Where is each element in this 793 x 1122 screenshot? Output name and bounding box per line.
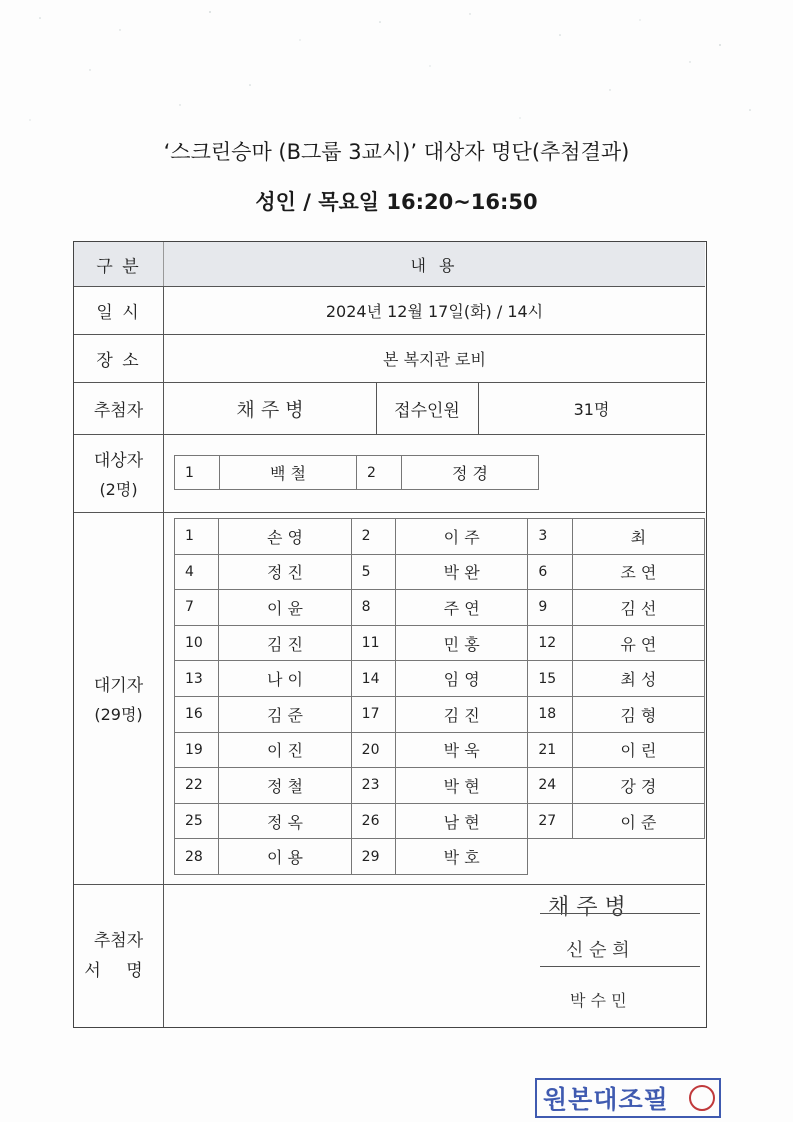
certified-copy-stamp [535, 1078, 721, 1118]
signature-label-1: 추첨자 [93, 930, 144, 951]
waitlist-name: 이 린 [572, 732, 704, 768]
waitlist-name: 임 영 [396, 661, 528, 697]
signature-line-1 [540, 913, 700, 914]
seal-icon [689, 1085, 715, 1111]
waitlist-name: 이 윤 [219, 590, 351, 626]
waitlist-name: 박 완 [396, 554, 528, 590]
waitlist-name: 김 선 [572, 590, 704, 626]
waitlist-name: 박 욱 [396, 732, 528, 768]
header-label: 구 분 [74, 242, 164, 286]
waitlist-table-row [175, 732, 705, 768]
selected-no-1: 1 [175, 456, 220, 490]
waitlist-no: 17 [351, 696, 395, 732]
waitlist-name: 이 준 [572, 803, 704, 839]
waitlist-table-row [175, 661, 705, 697]
waitlist-no: 9 [528, 590, 572, 626]
drawer-label: 추첨자 [74, 382, 164, 434]
selected-count: (2명) [99, 480, 138, 499]
waitlist-no: 5 [351, 554, 395, 590]
waitlist-no: 29 [351, 839, 395, 875]
waitlist-name: 이 진 [219, 732, 351, 768]
applicants-value: 31명 [573, 399, 610, 419]
waitlist-label: 대기자 [93, 676, 144, 696]
waitlist-name: 나 이 [219, 661, 351, 697]
waitlist-no: 2 [351, 519, 395, 555]
waitlist-no: 23 [351, 768, 395, 804]
waitlist-table-row [175, 519, 705, 555]
waitlist-no: 7 [175, 590, 219, 626]
waitlist-no: 12 [528, 625, 572, 661]
selected-table [174, 455, 539, 490]
selected-name-1: 백 철 [220, 456, 357, 490]
waitlist-name: 박 현 [396, 768, 528, 804]
waitlist-table-row [175, 839, 705, 875]
waitlist-no: 20 [351, 732, 395, 768]
drawer-name: 채 주 병 [236, 398, 304, 421]
document-title: ‘스크린승마 (B그룹 3교시)’ 대상자 명단(추첨결과) [163, 140, 630, 164]
signature-2: 신 순 희 [566, 940, 630, 961]
waitlist-table [174, 518, 705, 875]
waitlist-name: 유 연 [572, 625, 704, 661]
waitlist-no: 14 [351, 661, 395, 697]
waitlist-no: 16 [175, 696, 219, 732]
datetime-row [74, 286, 705, 335]
waitlist-table-row [175, 554, 705, 590]
waitlist-count: (29명) [94, 705, 143, 724]
waitlist-name: 이 주 [396, 519, 528, 555]
waitlist-no: 27 [528, 803, 572, 839]
waitlist-no: 1 [175, 519, 219, 555]
waitlist-name: 김 진 [396, 696, 528, 732]
waitlist-no: 28 [175, 839, 219, 875]
waitlist-no: 25 [175, 803, 219, 839]
waitlist-no: 10 [175, 625, 219, 661]
waitlist-label-cell [74, 512, 164, 884]
waitlist-name: 최 성 [572, 661, 704, 697]
waitlist-no: 11 [351, 625, 395, 661]
waitlist-name: 손 영 [219, 519, 351, 555]
waitlist-name: 김 준 [219, 696, 351, 732]
header-row [74, 242, 705, 287]
waitlist-row [74, 512, 705, 885]
waitlist-no: 18 [528, 696, 572, 732]
waitlist-no: 6 [528, 554, 572, 590]
selected-label: 대상자 [93, 451, 144, 471]
waitlist-name: 박 호 [396, 839, 528, 875]
waitlist-no: 8 [351, 590, 395, 626]
waitlist-name: 김 진 [219, 625, 351, 661]
selected-label-cell [74, 434, 164, 512]
datetime-value: 2024년 12월 17일(화) / 14시 [325, 301, 544, 321]
drawer-name-cell [164, 382, 377, 434]
selected-no-2: 2 [357, 456, 402, 490]
waitlist-no: 19 [175, 732, 219, 768]
applicants-label: 접수인원 [376, 382, 479, 434]
waitlist-no [528, 839, 572, 875]
waitlist-table-row [175, 625, 705, 661]
place-row [74, 334, 705, 383]
waitlist-name [572, 839, 704, 875]
waitlist-table-row [175, 590, 705, 626]
signature-label-cell [74, 884, 164, 1027]
document-subtitle: 성인 / 목요일 16:20~16:50 [255, 190, 538, 214]
waitlist-name: 민 홍 [396, 625, 528, 661]
waitlist-no: 22 [175, 768, 219, 804]
waitlist-no: 26 [351, 803, 395, 839]
waitlist-no: 3 [528, 519, 572, 555]
waitlist-name: 정 철 [219, 768, 351, 804]
waitlist-table-row [175, 803, 705, 839]
place-value: 본 복지관 로비 [383, 349, 486, 369]
waitlist-name: 최 [572, 519, 704, 555]
waitlist-table-row [175, 768, 705, 804]
waitlist-name: 이 용 [219, 839, 351, 875]
header-content: 내 용 [410, 255, 459, 275]
waitlist-no: 24 [528, 768, 572, 804]
stamp-text: 원본대조필 [543, 1085, 669, 1114]
signature-3: 박 수 민 [570, 991, 627, 1010]
signature-label-2: 서 명 [84, 960, 153, 981]
waitlist-name: 주 연 [396, 590, 528, 626]
waitlist-name: 강 경 [572, 768, 704, 804]
waitlist-table-row [175, 696, 705, 732]
selected-row [74, 434, 705, 513]
datetime-label: 일 시 [74, 286, 164, 334]
waitlist-no: 4 [175, 554, 219, 590]
waitlist-name: 남 현 [396, 803, 528, 839]
waitlist-name: 조 연 [572, 554, 704, 590]
signature-line-2 [540, 966, 700, 967]
drawer-row [74, 382, 705, 435]
waitlist-no: 13 [175, 661, 219, 697]
waitlist-name: 정 옥 [219, 803, 351, 839]
signature-1: 채 주 병 [548, 895, 626, 920]
place-label: 장 소 [74, 334, 164, 382]
waitlist-no: 15 [528, 661, 572, 697]
waitlist-name: 김 형 [572, 696, 704, 732]
waitlist-name: 정 진 [219, 554, 351, 590]
waitlist-no: 21 [528, 732, 572, 768]
selected-name-2: 정 경 [402, 456, 539, 490]
